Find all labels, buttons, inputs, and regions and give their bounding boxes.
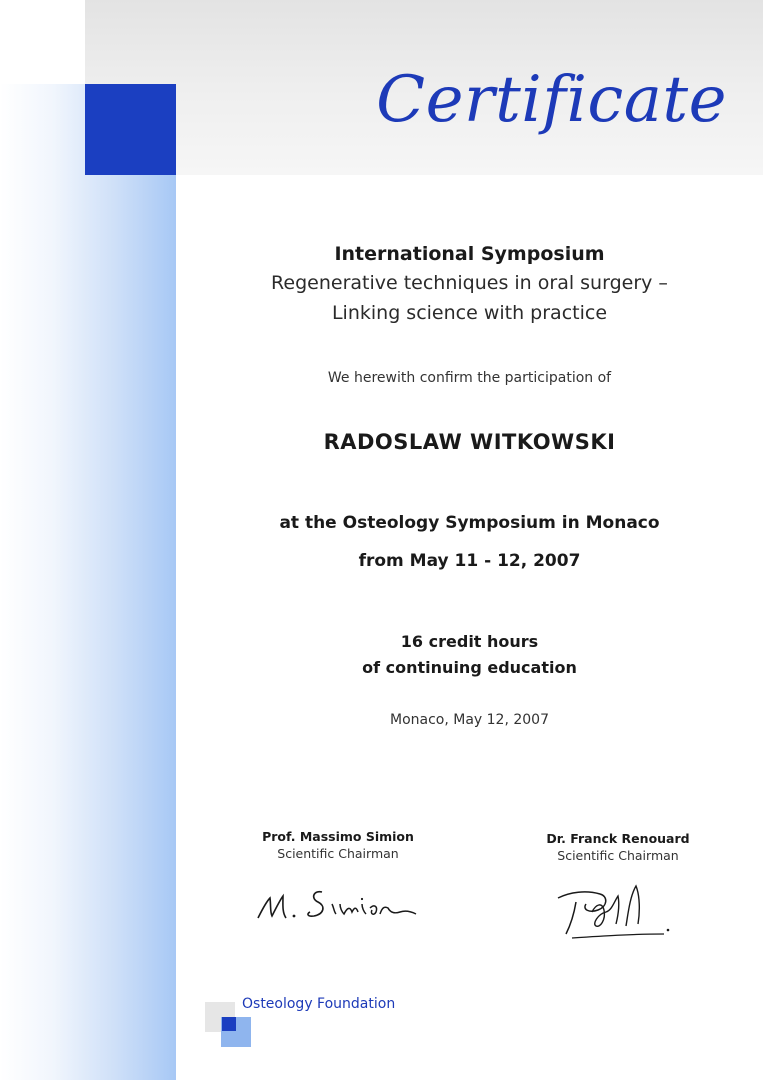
signatory-2-role: Scientific Chairman xyxy=(557,848,679,863)
symposium-subtitle-line2: Linking science with practice xyxy=(331,302,608,324)
confirmation-text: We herewith confirm the participation of xyxy=(327,370,612,386)
brand-blue-square xyxy=(85,84,176,175)
credit-description: of continuing education xyxy=(362,658,577,677)
signatory-1 xyxy=(238,829,438,861)
credit-hours: 16 credit hours xyxy=(400,632,539,651)
symposium-heading: International Symposium xyxy=(334,243,605,265)
certificate-title: Certificate xyxy=(376,63,727,137)
event-line1: at the Osteology Symposium in Monaco xyxy=(279,513,660,533)
event-dates: from May 11 - 12, 2007 xyxy=(358,551,581,571)
signatory-1-role: Scientific Chairman xyxy=(277,846,399,861)
signatory-2 xyxy=(518,831,718,863)
logo-square-dark xyxy=(222,1017,236,1031)
left-gradient-band xyxy=(0,84,176,1080)
participant-name: RADOSLAW WITKOWSKI xyxy=(323,430,616,454)
foundation-name: Osteology Foundation xyxy=(242,996,396,1012)
symposium-subtitle-line1: Regenerative techniques in oral surgery – xyxy=(271,272,668,294)
left-band-top-spacer xyxy=(0,0,85,84)
signatory-2-name: Dr. Franck Renouard xyxy=(546,831,690,846)
place-and-date: Monaco, May 12, 2007 xyxy=(390,712,549,728)
signatory-1-name: Prof. Massimo Simion xyxy=(262,829,414,844)
signature-1-image xyxy=(252,878,422,928)
signature-2-image xyxy=(552,876,682,946)
